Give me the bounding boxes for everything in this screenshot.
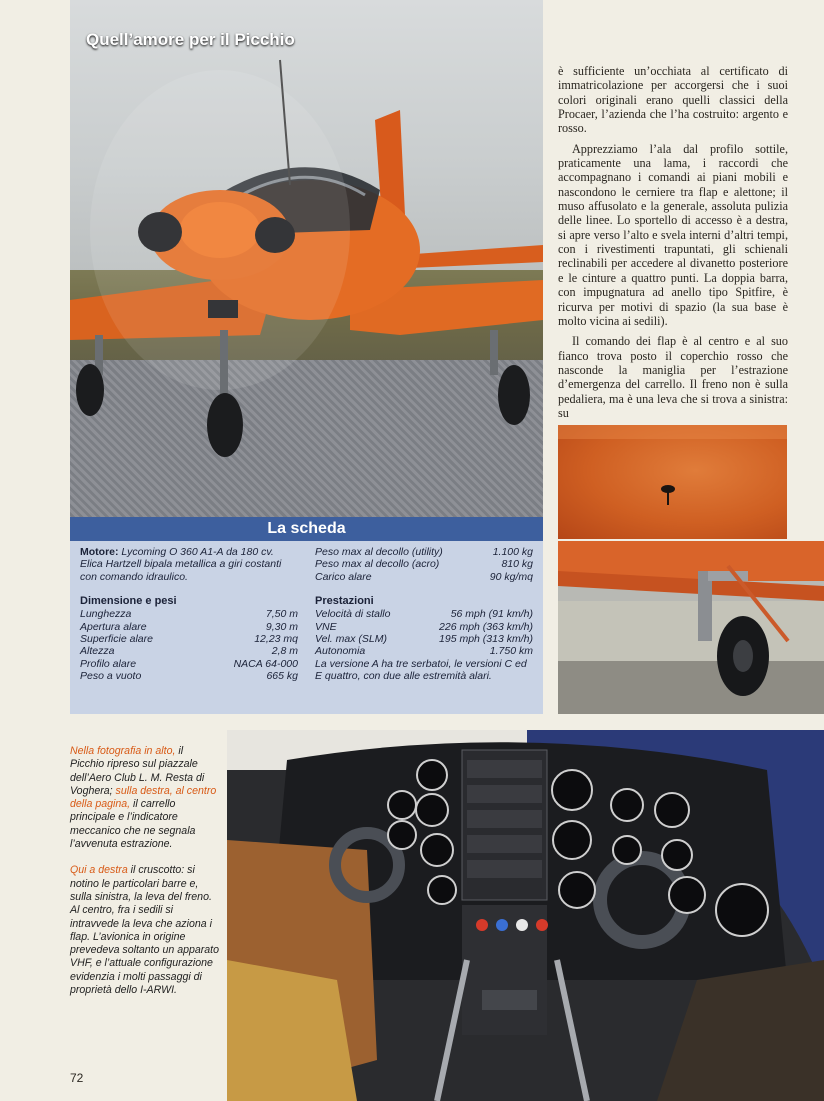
spec-label: Apertura alare <box>80 620 147 633</box>
spec-label: Superficie alare <box>80 633 153 646</box>
spec-row <box>315 558 533 570</box>
caption-paragraph-2 <box>70 864 220 997</box>
elica-text: Elica Hartzell bipala metallica a giri costanti con comando idraulico. <box>80 558 282 583</box>
spec-label: Peso a vuoto <box>80 670 142 683</box>
spec-row <box>315 645 533 657</box>
spec-value: 7,50 m <box>265 608 298 621</box>
body-paragraph-2: Apprezziamo l’ala dal profilo sottile, praticamente una lama, i raccordi che accompagnano i comandi ai piani mobili e nascondono le cerniere tra flap e alettone; il muso affusolato e la generale, assoluta pulizia delle linee. Lo sportello di accesso è a destra, si apre verso l’alto e svela interni d’altri tempi, con i rivestimenti trapuntati, gli schienali reclinabili per accedere al divanetto posteriore e le cinture a quattro punti. La doppia barra, con impugnatura ad anello tipo Spitfire, è ricurva per motivi di spazio (la sua base è molto vicina ai sedili). <box>558 141 788 328</box>
spec-value: NACA 64-000 <box>233 657 298 670</box>
spec-value: 665 kg <box>266 670 298 683</box>
spec-label: Peso max al decollo (acro) <box>315 558 440 571</box>
motore-text: Lycoming O 360 A1-A da 180 cv. <box>121 546 274 558</box>
caption-text-2: il carrello principale e l’indicatore meccanico che ne segnala l’avvenuta estrazione. <box>70 798 196 851</box>
hero-photo-aircraft <box>70 0 543 517</box>
spec-value: 1.750 km <box>489 645 533 658</box>
scheda-header-bar <box>70 517 543 541</box>
scheda-heading: La scheda <box>267 520 346 537</box>
spec-value: 12,23 mq <box>254 633 298 646</box>
article-body <box>558 64 788 420</box>
caption-text-3: il cruscotto: si notino le particolari barre e, sulla sinistra, la leva del freno. Al centro, fra i sedili si intravvede la leva che aziona i flap. L’avionica in origine prevedeva soltanto un apparato VHF, e l’attuale configurazione evidenzia i molti passaggi di proprietà dello I-ARWI. <box>70 864 220 997</box>
spec-row <box>315 608 533 620</box>
caption-highlight-3: Qui a destra <box>70 864 128 877</box>
spec-row <box>80 608 298 620</box>
spec-label: Vel. max (SLM) <box>315 633 387 646</box>
spec-value: 810 kg <box>501 558 533 571</box>
prestazioni-heading: Prestazioni <box>315 595 374 608</box>
spec-label: Peso max al decollo (utility) <box>315 546 443 558</box>
caption-highlight-2: sulla destra, al centro della pagina, <box>70 784 217 811</box>
caption-highlight-1: Nella fotografia in alto, <box>70 745 176 757</box>
prestazioni-list <box>315 608 533 658</box>
spec-row <box>315 546 533 558</box>
pesi-list <box>315 546 533 583</box>
motore-label: Motore: <box>80 546 119 558</box>
body-paragraph-1: è sufficiente un’occhiata al certificato di immatricolazione per accorgersi che i suoi colori originali erano quelli classici della Procaer, l’azienda che l’ha costruito: argento e rosso. <box>558 64 788 136</box>
spec-row <box>80 670 298 682</box>
page-number: 72 <box>70 1071 84 1085</box>
body-paragraph-3: Il comando dei flap è al centro e al suo fianco trova posto il coperchio rosso che nasconde la maniglia per l’estrazione d’emergenza del carrello. Il freno non è sulla pedaliera, ma è una leva che si trova a sinistra: su <box>558 334 788 420</box>
spec-label: Altezza <box>80 645 115 658</box>
spec-label: Lunghezza <box>80 608 132 621</box>
spec-value: 90 kg/mq <box>489 570 533 583</box>
photo-cockpit <box>227 730 824 1101</box>
spec-row <box>315 621 533 633</box>
spec-label: Velocità di stallo <box>315 608 391 621</box>
spec-value: 9,30 m <box>265 620 298 633</box>
spec-value: 195 mph (313 km/h) <box>439 633 533 646</box>
dimensioni-heading: Dimensione e pesi <box>80 595 177 608</box>
scheda-note: La versione A ha tre serbatoi, le versioni C ed E quattro, con due alle estremità alari. <box>315 657 527 683</box>
spec-row <box>315 633 533 645</box>
spec-label: Profilo alare <box>80 657 137 670</box>
spec-value: 226 mph (363 km/h) <box>439 620 533 633</box>
caption-paragraph-1 <box>70 745 220 851</box>
spec-row <box>80 633 298 645</box>
spec-row <box>80 621 298 633</box>
spec-label: Carico alare <box>315 570 372 583</box>
spec-label: Autonomia <box>315 645 366 658</box>
spec-value: 56 mph (91 km/h) <box>450 608 533 621</box>
article-title: Quell’amore per il Picchio <box>86 30 295 49</box>
scheda-right-column <box>315 546 533 683</box>
scheda-specs-box <box>70 541 543 714</box>
caption-text-1: il Picchio ripreso sul piazzale dell’Aero Club L. M. Resta di Voghera; <box>70 745 205 797</box>
photo-caption <box>70 745 220 1010</box>
spec-label: VNE <box>315 620 337 633</box>
spec-row <box>80 658 298 670</box>
spec-row <box>315 571 533 583</box>
dimensioni-list <box>80 608 298 682</box>
aircraft-illustration <box>70 0 543 517</box>
spec-value: 1.100 kg <box>492 546 533 558</box>
motore-line <box>80 546 298 558</box>
spec-value: 2,8 m <box>271 645 298 658</box>
scheda-left-column <box>80 546 298 683</box>
photo-gear-indicator <box>558 425 787 539</box>
spec-row <box>80 645 298 657</box>
photo-main-landing-gear <box>558 541 824 714</box>
